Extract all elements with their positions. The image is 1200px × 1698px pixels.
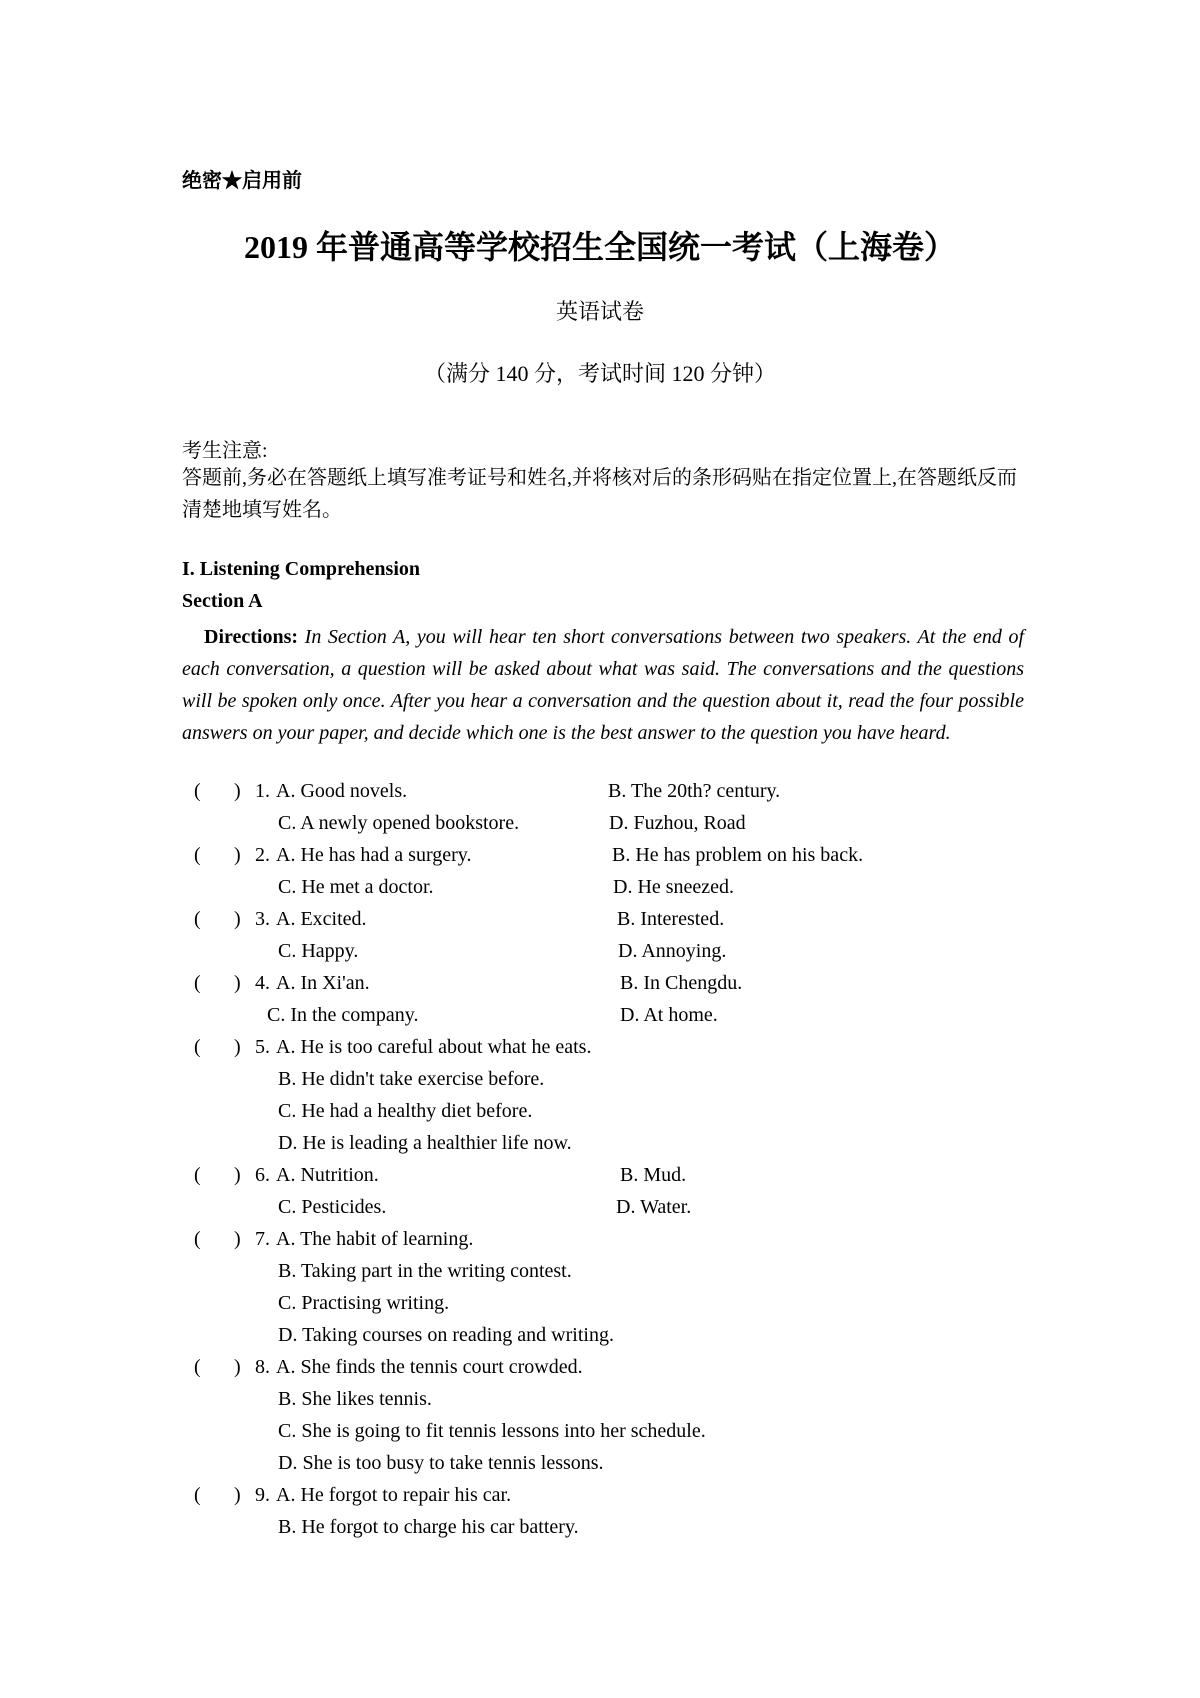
question-number: 4. <box>255 972 270 994</box>
option-c: C. In the company. <box>267 1004 419 1026</box>
option-a: A. He is too careful about what he eats. <box>276 1036 592 1058</box>
option-d: D. Water. <box>616 1196 692 1218</box>
option-c: C. A newly opened bookstore. <box>278 812 520 834</box>
option-c: C. He met a doctor. <box>278 876 434 898</box>
option-b: B. In Chengdu. <box>620 972 743 994</box>
option-a: A. Nutrition. <box>276 1164 379 1186</box>
exam-meta: （满分 140 分，考试时间 120 分钟） <box>423 361 776 386</box>
option-b: B. He forgot to charge his car battery. <box>278 1516 579 1538</box>
option-b: B. Interested. <box>617 908 725 930</box>
question-number: 8. <box>255 1356 270 1378</box>
section-title: I. Listening Comprehension <box>182 558 421 580</box>
option-d: D. Fuzhou, Road <box>609 812 746 834</box>
answer-blank-open[interactable]: ( <box>194 1484 201 1506</box>
answer-blank-close[interactable]: ) <box>234 1228 241 1250</box>
option-d: D. Annoying. <box>618 940 727 962</box>
option-b: B. He has problem on his back. <box>612 844 864 866</box>
question-number: 3. <box>255 908 270 930</box>
answer-blank-close[interactable]: ) <box>234 972 241 994</box>
notice-text: 答题前,务必在答题纸上填写准考证号和姓名,并将核对后的条形码贴在指定位置上,在答题纸反而清楚地填写姓名。 <box>182 467 1017 521</box>
answer-blank-open[interactable]: ( <box>194 1164 201 1186</box>
option-a: A. The habit of learning. <box>276 1228 474 1250</box>
option-b: B. He didn't take exercise before. <box>278 1068 545 1090</box>
option-a: A. He has had a surgery. <box>276 844 472 866</box>
option-c: C. She is going to fit tennis lessons into her schedule. <box>278 1420 706 1442</box>
option-a: A. He forgot to repair his car. <box>276 1484 512 1506</box>
option-a: A. She finds the tennis court crowded. <box>276 1356 583 1378</box>
answer-blank-close[interactable]: ) <box>234 1356 241 1378</box>
option-d: D. He is leading a healthier life now. <box>278 1132 572 1154</box>
option-d: D. He sneezed. <box>613 876 735 898</box>
question-number: 2. <box>255 844 270 866</box>
question-number: 6. <box>255 1164 270 1186</box>
question-number: 5. <box>255 1036 270 1058</box>
directions-label: Directions: <box>204 626 299 648</box>
section-subtitle: Section A <box>182 590 263 612</box>
exam-subtitle: 英语试卷 <box>555 299 644 324</box>
answer-blank-close[interactable]: ) <box>234 1164 241 1186</box>
option-c: C. Practising writing. <box>278 1292 450 1314</box>
option-a: A. Excited. <box>276 908 367 930</box>
option-c: C. Happy. <box>278 940 359 962</box>
answer-blank-open[interactable]: ( <box>194 1356 201 1378</box>
answer-blank-close[interactable]: ) <box>234 908 241 930</box>
option-b: B. Mud. <box>620 1164 687 1186</box>
option-d: D. At home. <box>620 1004 718 1026</box>
option-d: D. She is too busy to take tennis lessons. <box>278 1452 604 1474</box>
option-c: C. He had a healthy diet before. <box>278 1100 533 1122</box>
option-b: B. The 20th? century. <box>608 780 781 802</box>
option-a: A. Good novels. <box>276 780 408 802</box>
answer-blank-open[interactable]: ( <box>194 908 201 930</box>
option-d: D. Taking courses on reading and writing. <box>278 1324 614 1346</box>
answer-blank-close[interactable]: ) <box>234 1484 241 1506</box>
directions-text: In Section A, you will hear ten short conversations between two speakers. At the end of each conversation, a question will be asked about what was said. The conversations and the questions will be spoken only once. After you hear a conversation and the question about it, read the four possible answers on your paper, and decide which one is the best answer to the question you have heard. <box>182 626 1024 744</box>
option-a: A. In Xi'an. <box>276 972 370 994</box>
notice-label: 考生注意: <box>182 440 268 462</box>
question-number: 9. <box>255 1484 270 1506</box>
question-number: 7. <box>255 1228 270 1250</box>
answer-blank-close[interactable]: ) <box>234 1036 241 1058</box>
answer-blank-open[interactable]: ( <box>194 1228 201 1250</box>
confidential-label: 绝密★启用前 <box>182 170 302 192</box>
answer-blank-open[interactable]: ( <box>194 844 201 866</box>
option-b: B. She likes tennis. <box>278 1388 432 1410</box>
answer-blank-close[interactable]: ) <box>234 844 241 866</box>
question-number: 1. <box>255 780 270 802</box>
option-b: B. Taking part in the writing contest. <box>278 1260 572 1282</box>
answer-blank-close[interactable]: ) <box>234 780 241 802</box>
answer-blank-open[interactable]: ( <box>194 972 201 994</box>
answer-blank-open[interactable]: ( <box>194 1036 201 1058</box>
option-c: C. Pesticides. <box>278 1196 387 1218</box>
answer-blank-open[interactable]: ( <box>194 780 201 802</box>
exam-title: 2019 年普通高等学校招生全国统一考试（上海卷） <box>243 229 956 265</box>
